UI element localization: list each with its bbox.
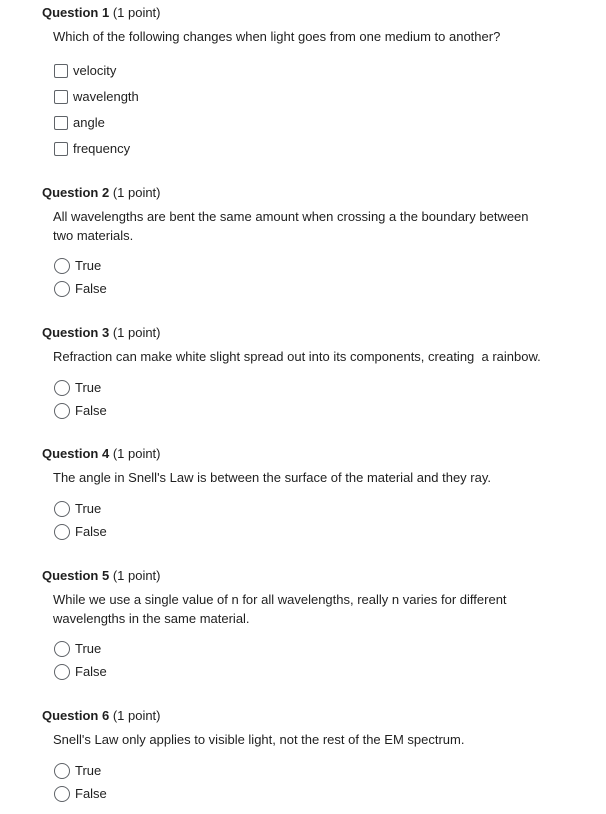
option-label: False bbox=[75, 524, 107, 539]
checkbox[interactable] bbox=[54, 116, 68, 130]
question-text: The angle in Snell's Law is between the surface of the material and they ray. bbox=[53, 470, 491, 485]
question-points: (1 point) bbox=[112, 708, 161, 723]
question-title bbox=[42, 324, 161, 341]
question-label: Question 3 bbox=[42, 325, 110, 340]
option-true[interactable] bbox=[54, 379, 101, 397]
question-title bbox=[42, 4, 161, 21]
question-text: All wavelengths are bent the same amount when crossing a the boundary between two materials. bbox=[53, 209, 533, 243]
option-label: True bbox=[75, 380, 102, 395]
radio-button[interactable] bbox=[54, 524, 70, 540]
option-label: False bbox=[75, 664, 107, 679]
option-label: velocity bbox=[73, 63, 117, 78]
question-label: Question 4 bbox=[42, 446, 110, 461]
radio-button[interactable] bbox=[54, 258, 70, 274]
question-points: (1 point) bbox=[112, 568, 161, 583]
question-label: Question 2 bbox=[42, 185, 110, 200]
option-false[interactable] bbox=[54, 785, 107, 803]
checkbox[interactable] bbox=[54, 142, 68, 156]
option-true[interactable] bbox=[54, 762, 101, 780]
option-false[interactable] bbox=[54, 663, 107, 681]
option-label: False bbox=[75, 281, 107, 296]
question-text: While we use a single value of n for all wavelengths, really n varies for different wavelengths in the same material. bbox=[53, 592, 511, 626]
question-points: (1 point) bbox=[112, 5, 161, 20]
radio-button[interactable] bbox=[54, 380, 70, 396]
option-label: True bbox=[75, 641, 102, 656]
question-title bbox=[42, 445, 161, 462]
option-label: False bbox=[75, 786, 107, 801]
option-true[interactable] bbox=[54, 640, 101, 658]
option-label: True bbox=[75, 258, 102, 273]
option-false[interactable] bbox=[54, 280, 107, 298]
option-false[interactable] bbox=[54, 523, 107, 541]
question-text: Which of the following changes when light goes from one medium to another? bbox=[53, 29, 501, 44]
option-label: True bbox=[75, 501, 102, 516]
checkbox[interactable] bbox=[54, 90, 68, 104]
option-wavelength[interactable] bbox=[54, 88, 139, 106]
question-label: Question 1 bbox=[42, 5, 110, 20]
option-label: False bbox=[75, 403, 107, 418]
radio-button[interactable] bbox=[54, 281, 70, 297]
option-velocity[interactable] bbox=[54, 62, 116, 80]
option-label: True bbox=[75, 763, 102, 778]
question-title bbox=[42, 184, 161, 201]
option-label: angle bbox=[73, 115, 105, 130]
option-true[interactable] bbox=[54, 500, 101, 518]
radio-button[interactable] bbox=[54, 641, 70, 657]
option-label: wavelength bbox=[73, 89, 139, 104]
question-text: Snell's Law only applies to visible light, not the rest of the EM spectrum. bbox=[53, 732, 465, 747]
radio-button[interactable] bbox=[54, 664, 70, 680]
radio-button[interactable] bbox=[54, 786, 70, 802]
radio-button[interactable] bbox=[54, 403, 70, 419]
question-title bbox=[42, 707, 161, 724]
question-title bbox=[42, 567, 161, 584]
option-frequency[interactable] bbox=[54, 140, 130, 158]
question-label: Question 6 bbox=[42, 708, 110, 723]
question-points: (1 point) bbox=[112, 185, 161, 200]
checkbox[interactable] bbox=[54, 64, 68, 78]
radio-button[interactable] bbox=[54, 501, 70, 517]
option-true[interactable] bbox=[54, 257, 101, 275]
radio-button[interactable] bbox=[54, 763, 70, 779]
question-label: Question 5 bbox=[42, 568, 110, 583]
option-false[interactable] bbox=[54, 402, 107, 420]
option-angle[interactable] bbox=[54, 114, 105, 132]
question-points: (1 point) bbox=[112, 325, 161, 340]
option-label: frequency bbox=[73, 141, 131, 156]
question-points: (1 point) bbox=[112, 446, 161, 461]
question-text: Refraction can make white slight spread out into its components, creating a rainbow. bbox=[53, 349, 541, 364]
